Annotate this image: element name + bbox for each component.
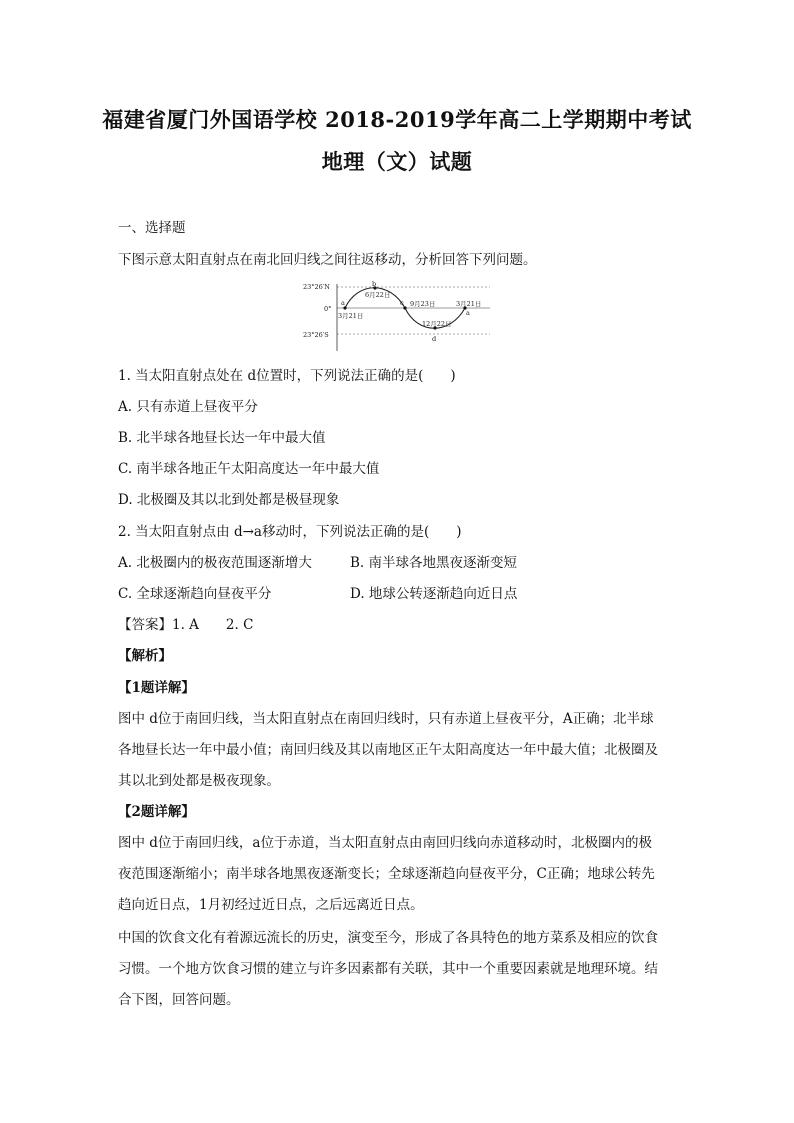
intro2-line-3: 合下图，回答问题。 [118,992,240,1008]
point-c [403,306,406,309]
detail2-line-1: 图中 d位于南回归线，a位于赤道，当太阳直射点由南回归线向赤道移动时，北极圈内的极 [118,835,652,851]
label-lat-zero: 0° [324,305,332,313]
detail2-line-3: 趋向近日点，1月初经过近日点，之后远离近日点。 [118,897,424,913]
answer-line: 【答案】1. A 2. C [118,617,254,633]
label-sep23: 9月23日 [410,300,436,308]
q2-option-a: A. 北极圈内的极夜范围逐渐增大 [118,555,312,571]
analysis-heading: 【解析】 [118,648,172,664]
q2-option-d: D. 地球公转逐渐趋向近日点 [350,586,518,602]
q2-option-b: B. 南半球各地黑夜逐渐变短 [350,555,518,571]
label-jun22: 6月22日 [365,291,391,299]
label-dec22: 12月22日 [422,320,452,328]
label-mar21-left: 3月21日 [338,312,364,320]
q1-option-b: B. 北半球各地昼长达一年中最大值 [118,430,326,446]
q1-stem: 1. 当太阳直射点处在 d位置时，下列说法正确的是( ) [118,368,456,384]
label-point-a-left: a [341,299,345,307]
detail1-line-2: 各地昼长达一年中最小值；南回归线及其以南地区正午太阳高度达一年中最大值；北极圈及 [118,742,658,758]
q1-option-a: A. 只有赤道上昼夜平分 [118,399,258,415]
q2-option-c: C. 全球逐渐趋向昼夜平分 [118,586,272,602]
title-line-1: 福建省厦门外国语学校 2018-2019学年高二上学期期中考试 [102,107,692,132]
label-lat-south: 23°26′S [303,331,329,339]
intro2-line-2: 习惯。一个地方饮食习惯的建立与许多因素都有关联，其中一个重要因素就是地理环境。结 [118,961,658,977]
label-lat-north: 23°26′N [303,283,330,291]
detail1-line-3: 其以北到处都是极夜现象。 [118,773,280,789]
intro2-line-1: 中国的饮食文化有着源远流长的历史，演变至今，形成了各具特色的地方菜系及相应的饮食 [118,930,658,946]
label-point-c: c [400,299,404,307]
detail2-heading: 【2题详解】 [118,804,195,820]
q2-stem: 2. 当太阳直射点由 d→a移动时，下列说法正确的是( ) [118,524,462,540]
q1-option-d: D. 北极圈及其以北到处都是极昼现象 [118,492,340,508]
detail1-heading: 【1题详解】 [118,680,195,696]
section-heading: 一、选择题 [118,220,186,236]
title-line-2: 地理（文）试题 [321,149,473,174]
label-mar21-right: 3月21日 [456,300,482,308]
label-point-b: b [372,281,377,288]
subsolar-point-diagram [300,281,500,357]
detail1-line-1: 图中 d位于南回归线，当太阳直射点在南回归线时，只有赤道上昼夜平分，A正确；北半球 [118,711,654,727]
detail2-line-2: 夜范围逐渐缩小；南半球各地黑夜逐渐变长；全球逐渐趋向昼夜平分，C正确；地球公转先 [118,866,655,882]
label-point-a-right: a [466,309,470,317]
label-point-d: d [432,335,437,343]
question-intro: 下图示意太阳直射点在南北回归线之间往返移动，分析回答下列问题。 [118,252,537,268]
q1-option-c: C. 南半球各地正午太阳高度达一年中最大值 [118,461,380,477]
